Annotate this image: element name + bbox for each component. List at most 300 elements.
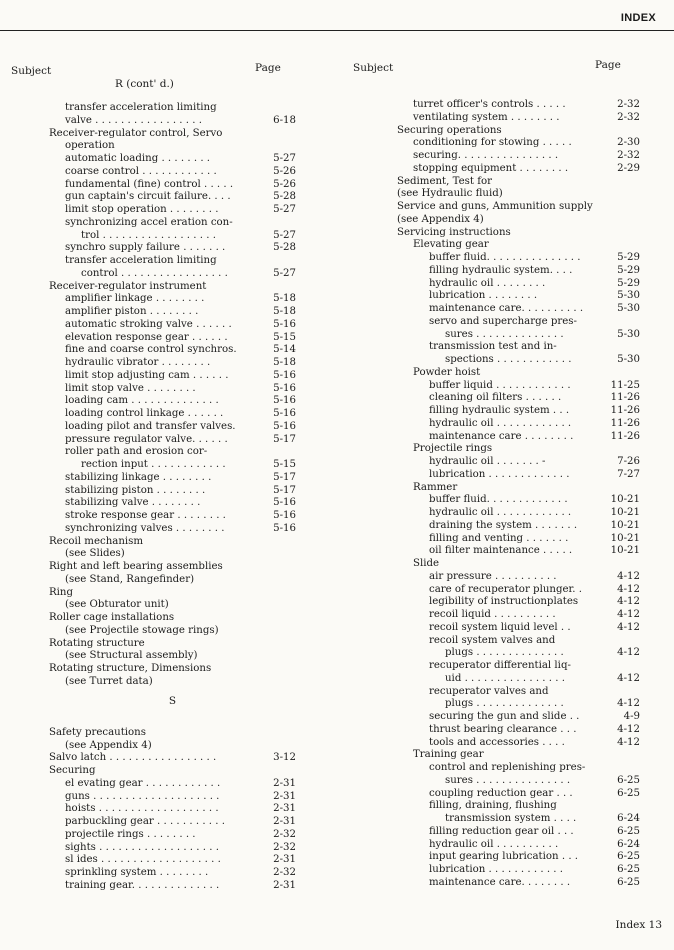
- index-entry-text: Projectile rings: [413, 443, 493, 455]
- index-entry: [49, 663, 296, 676]
- index-entry-page: 2-30: [617, 137, 640, 149]
- index-entry-text: plugs . . . . . . . . . . . . . .: [445, 698, 564, 710]
- index-entry-text: spections . . . . . . . . . . . .: [445, 354, 572, 365]
- index-entry: [397, 239, 640, 252]
- section-letter-s: S: [168, 694, 177, 707]
- index-entry: [49, 752, 296, 765]
- index-entry-text: hydraulic oil . . . . . . . .: [429, 277, 546, 289]
- index-entry-page: 5-30: [617, 328, 640, 340]
- index-entry-text: coarse control . . . . . . . . . . . .: [65, 165, 217, 177]
- index-entry: [397, 214, 640, 227]
- header-rule: [0, 30, 674, 31]
- index-entry-text: Rammer: [413, 481, 458, 493]
- index-entry-text: sures . . . . . . . . . . . . . .: [445, 328, 564, 340]
- index-entry-page: 5-18: [273, 293, 296, 305]
- index-entry-page: 6-25: [617, 864, 640, 875]
- index-entry: [397, 877, 640, 890]
- index-entry-text: parbuckling gear . . . . . . . . . . .: [65, 816, 226, 827]
- index-entry-text: maintenance care . . . . . . . .: [429, 430, 574, 442]
- index-entry: [49, 765, 296, 778]
- index-entry-page: 5-30: [617, 290, 640, 302]
- index-entry-text: plugs . . . . . . . . . . . . . .: [445, 647, 564, 659]
- index-entry-text: filling, draining, flushing: [429, 800, 557, 812]
- index-entry-page: 5-18: [273, 357, 296, 368]
- right-page-label: Page: [595, 59, 621, 71]
- index-entry-text: (see Projectile stowage rings): [65, 624, 219, 636]
- index-entry: [49, 523, 296, 536]
- index-entry-page: 7-27: [617, 468, 640, 480]
- index-entry-text: care of recuperator plunger. .: [429, 583, 582, 595]
- index-entry: [397, 660, 640, 673]
- index-entry: [49, 625, 296, 638]
- index-entry: [49, 293, 296, 306]
- index-entry-page: 5-15: [273, 331, 296, 343]
- index-entry-page: 2-31: [273, 879, 296, 891]
- index-entry: [397, 609, 640, 622]
- index-entry-text: tools and accessories . . . .: [429, 736, 565, 748]
- index-entry-page: 6-25: [617, 787, 640, 799]
- index-entry-page: 5-16: [273, 522, 296, 534]
- index-entry: [397, 201, 640, 214]
- index-entry-text: stroke response gear . . . . . . . .: [65, 510, 226, 521]
- index-entry-page: 5-18: [273, 306, 296, 317]
- index-entry: [397, 290, 640, 303]
- index-entry-text: hoists . . . . . . . . . . . . . . . . . . .: [65, 803, 219, 815]
- index-entry-text: stopping equipment . . . . . . . .: [413, 162, 569, 174]
- index-entry: [397, 354, 640, 367]
- index-entry-page: 5-29: [617, 252, 640, 263]
- index-entry-text: securing. . . . . . . . . . . . . . . .: [413, 150, 559, 161]
- index-entry: [49, 306, 296, 319]
- index-entry: [397, 99, 640, 112]
- index-entry: [397, 137, 640, 150]
- index-entry: [397, 507, 640, 520]
- index-entry-text: el evating gear . . . . . . . . . . . .: [65, 777, 221, 789]
- index-entry-text: valve . . . . . . . . . . . . . . . . .: [65, 114, 202, 126]
- index-entry-text: filling and venting . . . . . . .: [429, 532, 569, 544]
- index-entry-text: Roller cage installations: [49, 612, 175, 623]
- index-entry-text: guns . . . . . . . . . . . . . . . . . . . .: [65, 790, 220, 802]
- index-entry: [49, 599, 296, 612]
- index-entry-page: 10-21: [610, 507, 640, 518]
- index-entry-text: sights . . . . . . . . . . . . . . . . . . .: [65, 841, 219, 853]
- index-entry-text: legibility of instructionplates: [429, 596, 579, 608]
- index-entry: [49, 548, 296, 561]
- index-entry-page: 4-12: [617, 672, 640, 684]
- index-entry-text: hydraulic vibrator . . . . . . . .: [65, 357, 211, 368]
- index-entry: [49, 281, 296, 294]
- index-entry-text: lubrication . . . . . . . . . . . . .: [429, 468, 570, 480]
- index-entry-page: 3-12: [273, 752, 296, 764]
- index-entry: [49, 472, 296, 485]
- index-entry: [397, 188, 640, 201]
- index-entry-text: pressure regulator valve. . . . . .: [65, 433, 228, 445]
- index-entry: [49, 867, 296, 880]
- index-entry: [397, 571, 640, 584]
- index-entry-page: 10-21: [610, 532, 640, 544]
- index-entry: [49, 727, 296, 740]
- index-entry-text: Recoil mechanism: [49, 535, 144, 547]
- index-entry: [397, 762, 640, 775]
- index-entry: [397, 443, 640, 456]
- index-entry-text: loading control linkage . . . . . .: [65, 408, 224, 419]
- index-entry-text: Securing: [49, 765, 96, 776]
- index-entry: [49, 166, 296, 179]
- index-entry-page: 5-29: [617, 264, 640, 276]
- index-entry-text: (see Slides): [65, 548, 125, 560]
- index-entry: [49, 497, 296, 510]
- index-entry-text: lubrication . . . . . . . . . . . .: [429, 864, 564, 875]
- index-entry: [397, 252, 640, 265]
- index-entry-text: servo and supercharge pres-: [429, 315, 577, 327]
- index-entry: [397, 558, 640, 571]
- left-subject-label: Subject: [11, 65, 52, 77]
- index-entry-text: amplifier piston . . . . . . . .: [65, 306, 199, 317]
- left-page-label: Page: [255, 62, 281, 74]
- index-entry-page: 2-32: [617, 99, 640, 110]
- index-entry: [397, 469, 640, 482]
- index-entry: [397, 520, 640, 533]
- index-entry: [49, 332, 296, 345]
- index-entry-text: turret officer's controls . . . . .: [413, 99, 566, 110]
- index-entry-page: 5-16: [273, 497, 296, 509]
- index-entry-page: 6-18: [273, 114, 296, 126]
- header-title: INDEX: [620, 12, 656, 24]
- index-entry-page: 2-32: [617, 150, 640, 161]
- index-entry-page: 11-26: [610, 417, 640, 429]
- index-entry: [49, 434, 296, 447]
- index-entry-page: 10-21: [610, 494, 640, 506]
- right-index-column: [397, 99, 640, 890]
- index-entry-text: buffer fluid. . . . . . . . . . . . . . .: [429, 252, 581, 263]
- index-entry-page: 11-26: [610, 430, 640, 442]
- index-entry-page: 5-14: [273, 344, 296, 356]
- index-entry: [49, 357, 296, 370]
- index-entry-text: (see Structural assembly): [65, 650, 198, 662]
- index-entry: [49, 140, 296, 153]
- index-entry: [397, 329, 640, 342]
- index-entry-text: maintenance care. . . . . . . .: [429, 876, 571, 888]
- index-entry-text: cleaning oil filters . . . . . .: [429, 392, 562, 404]
- index-entry-page: 5-16: [273, 510, 296, 521]
- index-entry-page: 5-17: [273, 471, 296, 483]
- index-entry: [397, 418, 640, 431]
- index-entry: [49, 612, 296, 625]
- index-entry: [397, 380, 640, 393]
- index-entry-page: 5-16: [273, 395, 296, 407]
- index-entry: [49, 778, 296, 791]
- index-entry-text: loading cam . . . . . . . . . . . . . .: [65, 395, 219, 407]
- index-entry: [397, 112, 640, 125]
- index-entry: [397, 724, 640, 737]
- index-entry-page: 2-31: [273, 803, 296, 815]
- index-entry-page: 4-12: [617, 698, 640, 710]
- index-entry-text: fine and coarse control synchros.: [65, 344, 237, 356]
- index-entry-text: Receiver-regulator instrument: [49, 280, 207, 292]
- index-entry: [397, 125, 640, 138]
- index-entry-text: sl ides . . . . . . . . . . . . . . . . . . .: [65, 854, 221, 866]
- index-entry: [397, 635, 640, 648]
- index-entry-text: lubrication . . . . . . . .: [429, 290, 538, 302]
- index-entry-text: hydraulic oil . . . . . . . . . . . .: [429, 507, 572, 518]
- index-entry: [397, 622, 640, 635]
- index-entry: [397, 749, 640, 762]
- index-entry-text: transfer acceleration limiting: [65, 102, 217, 113]
- index-entry-page: 5-27: [273, 153, 296, 164]
- index-entry-text: input gearing lubrication . . .: [429, 851, 579, 863]
- index-entry-text: Training gear: [413, 749, 484, 761]
- index-entry: [397, 392, 640, 405]
- index-entry: [397, 265, 640, 278]
- index-entry-page: 2-31: [273, 816, 296, 827]
- index-entry: [397, 686, 640, 699]
- index-entry-page: 2-31: [273, 854, 296, 866]
- index-entry: [49, 395, 296, 408]
- index-entry: [397, 711, 640, 724]
- index-entry-page: 5-29: [617, 277, 640, 289]
- index-entry-text: training gear. . . . . . . . . . . . . .: [65, 879, 220, 891]
- index-entry-page: 4-12: [617, 609, 640, 620]
- index-entry: [397, 673, 640, 686]
- index-entry: [49, 319, 296, 332]
- index-entry: [49, 791, 296, 804]
- index-entry-text: fundamental (fine) control . . . . .: [65, 178, 234, 190]
- index-entry-page: 5-17: [273, 433, 296, 445]
- index-entry-page: 6-25: [617, 851, 640, 863]
- index-entry-text: (see Appendix 4): [65, 739, 152, 751]
- index-entry-page: 5-16: [273, 382, 296, 394]
- index-entry: [49, 421, 296, 434]
- index-entry-text: buffer fluid. . . . . . . . . . . . .: [429, 494, 568, 506]
- index-entry-page: 5-28: [273, 242, 296, 254]
- index-entry-page: 4-12: [617, 647, 640, 659]
- index-entry-text: recuperator valves and: [429, 685, 549, 697]
- index-entry-text: Powder hoist: [413, 366, 481, 378]
- index-entry: [397, 341, 640, 354]
- index-entry: [397, 533, 640, 546]
- index-entry-page: 2-29: [617, 162, 640, 174]
- index-entry-page: 2-31: [273, 777, 296, 789]
- index-entry-text: air pressure . . . . . . . . . .: [429, 570, 557, 582]
- index-entry-text: transfer acceleration limiting: [65, 255, 217, 266]
- index-entry-text: maintenance care. . . . . . . . . .: [429, 303, 584, 314]
- index-entry: [397, 698, 640, 711]
- index-entry: [49, 574, 296, 587]
- index-entry: [49, 510, 296, 523]
- index-entry: [49, 842, 296, 855]
- index-entry: [397, 150, 640, 163]
- index-entry-text: limit stop operation . . . . . . . .: [65, 204, 219, 215]
- index-entry-text: Salvo latch . . . . . . . . . . . . . . . . .: [49, 752, 217, 764]
- index-entry-page: 2-31: [273, 790, 296, 802]
- index-entry-page: 4-12: [617, 583, 640, 595]
- index-entry-text: rection input . . . . . . . . . . . .: [81, 459, 226, 470]
- page-footer: Index 13: [615, 919, 662, 931]
- index-entry-page: 4-12: [617, 570, 640, 582]
- index-entry-text: limit stop valve . . . . . . . .: [65, 382, 196, 394]
- index-entry: [397, 227, 640, 240]
- index-entry-page: 5-26: [273, 165, 296, 177]
- index-entry: [397, 813, 640, 826]
- index-entry-text: draining the system . . . . . . .: [429, 519, 578, 531]
- index-entry: [397, 431, 640, 444]
- index-entry-page: 2-32: [617, 111, 640, 123]
- index-entry: [49, 561, 296, 574]
- index-entry-page: 5-16: [273, 318, 296, 330]
- index-entry-text: transmission system . . . .: [445, 813, 577, 824]
- index-entry: [49, 408, 296, 421]
- index-entry-text: uid . . . . . . . . . . . . . . . .: [445, 672, 565, 684]
- index-entry-text: automatic loading . . . . . . . .: [65, 153, 211, 164]
- index-entry-text: hydraulic oil . . . . . . . . . . . .: [429, 417, 572, 429]
- index-entry-text: filling hydraulic system . . .: [429, 405, 570, 416]
- index-entry-page: 4-12: [617, 596, 640, 608]
- index-entry: [397, 647, 640, 660]
- index-entry-text: control . . . . . . . . . . . . . . . . .: [81, 267, 228, 279]
- index-entry-text: trol . . . . . . . . . . . . . . . . . .: [81, 229, 216, 241]
- index-entry: [397, 851, 640, 864]
- index-entry-page: 5-30: [617, 303, 640, 314]
- index-entry-text: (see Obturator unit): [65, 599, 169, 611]
- index-entry-page: 6-25: [617, 774, 640, 786]
- index-entry-text: coupling reduction gear . . .: [429, 787, 573, 799]
- index-entry: [49, 268, 296, 281]
- index-entry: [49, 829, 296, 842]
- index-entry-page: 4-9: [623, 711, 640, 722]
- index-entry: [49, 880, 296, 893]
- index-entry: [49, 344, 296, 357]
- index-entry-text: recoil liquid . . . . . . . . . .: [429, 609, 556, 620]
- index-entry: [49, 383, 296, 396]
- index-entry: [397, 788, 640, 801]
- index-entry-text: thrust bearing clearance . . .: [429, 723, 577, 735]
- index-entry-text: ventilating system . . . . . . . .: [413, 111, 560, 123]
- index-entry-text: filling hydraulic system. . . .: [429, 264, 573, 276]
- index-entry-text: stabilizing valve . . . . . . . .: [65, 497, 201, 509]
- index-entry: [49, 230, 296, 243]
- index-entry: [397, 545, 640, 558]
- index-entry-text: Sediment, Test for: [397, 175, 492, 187]
- index-entry-text: synchro supply failure . . . . . . .: [65, 242, 226, 254]
- index-entry: [49, 204, 296, 217]
- index-entry-page: 4-12: [617, 621, 640, 633]
- index-entry-text: Servicing instructions: [397, 226, 511, 238]
- index-entry-page: 5-30: [617, 354, 640, 365]
- index-entry: [49, 102, 296, 115]
- index-entry: [397, 367, 640, 380]
- index-entry-text: Rotating structure, Dimensions: [49, 663, 212, 674]
- index-entry-text: oil filter maintenance . . . . .: [429, 545, 573, 557]
- index-entry: [397, 316, 640, 329]
- index-entry-page: 11-25: [610, 379, 640, 391]
- left-index-column: [49, 102, 296, 893]
- index-entry-text: recoil system valves and: [429, 634, 556, 646]
- index-entry-text: sprinkling system . . . . . . . .: [65, 867, 209, 878]
- index-entry-text: automatic stroking valve . . . . . .: [65, 318, 232, 330]
- index-entry-text: Receiver-regulator control, Servo: [49, 127, 223, 139]
- index-entry: [49, 446, 296, 459]
- index-entry-text: synchronizing valves . . . . . . . .: [65, 522, 225, 534]
- index-entry-page: 5-16: [273, 369, 296, 381]
- index-entry-text: Rotating structure: [49, 637, 145, 649]
- index-entry-text: control and replenishing pres-: [429, 762, 586, 773]
- index-entry: [397, 864, 640, 877]
- index-entry-page: 10-21: [610, 545, 640, 557]
- index-entry-text: synchronizing accel eration con-: [65, 216, 233, 228]
- index-entry: [397, 176, 640, 189]
- left-index-entries: [49, 102, 296, 689]
- index-entry-text: roller path and erosion cor-: [65, 446, 208, 458]
- index-entry: [49, 255, 296, 268]
- right-index-entries: [397, 99, 640, 890]
- right-subject-label: Subject: [353, 62, 394, 74]
- index-entry: [49, 153, 296, 166]
- index-entry-page: 5-15: [273, 459, 296, 470]
- index-entry-text: operation: [65, 140, 115, 152]
- index-entry: [49, 816, 296, 829]
- index-entry: [397, 584, 640, 597]
- index-entry-page: 6-25: [617, 876, 640, 888]
- index-entry: [397, 826, 640, 839]
- index-entry-page: 10-21: [610, 519, 640, 531]
- index-entry: [49, 217, 296, 230]
- index-entry-text: recuperator differential liq-: [429, 660, 571, 671]
- index-entry: [397, 800, 640, 813]
- index-entry-text: stabilizing linkage . . . . . . . .: [65, 471, 212, 483]
- index-entry: [397, 303, 640, 316]
- index-entry-text: (see Stand, Rangefinder): [65, 573, 195, 585]
- index-entry-text: (see Turret data): [65, 675, 153, 687]
- index-entry-text: Safety precautions: [49, 726, 146, 738]
- index-entry-page: 6-24: [617, 838, 640, 850]
- index-entry-page: 2-32: [273, 841, 296, 853]
- index-entry: [49, 459, 296, 472]
- index-entry-page: 6-25: [617, 825, 640, 837]
- index-entry-page: 11-26: [610, 392, 640, 404]
- index-entry-text: buffer liquid . . . . . . . . . . . .: [429, 379, 571, 391]
- index-entry-text: stabilizing piston . . . . . . . .: [65, 484, 206, 496]
- index-entry-text: elevation response gear . . . . . .: [65, 331, 228, 343]
- index-entry-page: 5-16: [273, 408, 296, 419]
- index-entry: [397, 163, 640, 176]
- index-entry-page: 5-27: [273, 204, 296, 215]
- index-entry: [49, 179, 296, 192]
- index-entry-page: 7-26: [617, 456, 640, 467]
- index-entry-page: 11-26: [610, 405, 640, 416]
- index-entry: [49, 854, 296, 867]
- index-entry: [49, 242, 296, 255]
- index-entry-text: Right and left bearing assemblies: [49, 561, 223, 572]
- index-entry: [397, 405, 640, 418]
- index-entry-text: Ring: [49, 586, 74, 598]
- index-entry: [49, 676, 296, 689]
- index-entry-text: limit stop adjusting cam . . . . . .: [65, 369, 229, 381]
- index-entry-text: Elevating gear: [413, 239, 489, 251]
- left-continuation-label: R (cont' d.): [115, 78, 174, 90]
- index-entry: [49, 370, 296, 383]
- index-entry: [49, 587, 296, 600]
- index-entry-page: 5-28: [273, 191, 296, 203]
- index-entry-page: 5-27: [273, 267, 296, 279]
- index-entry-page: 4-12: [617, 736, 640, 748]
- index-entry-page: 4-12: [617, 723, 640, 735]
- index-entry-text: Service and guns, Ammunition supply: [397, 201, 593, 212]
- index-entry-text: loading pilot and transfer valves.: [65, 420, 236, 432]
- index-entry-page: 5-26: [273, 178, 296, 190]
- index-entry-text: securing the gun and slide . .: [429, 711, 580, 722]
- index-entry: [49, 485, 296, 498]
- index-entry: [49, 191, 296, 204]
